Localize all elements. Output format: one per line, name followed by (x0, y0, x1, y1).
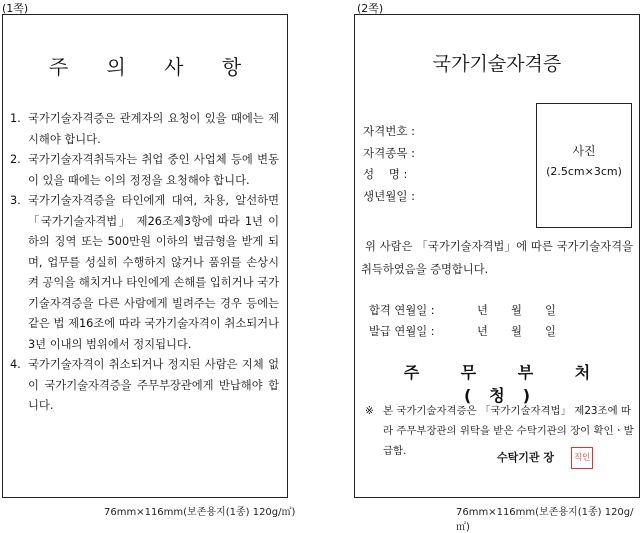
certificate-card (354, 14, 640, 498)
date-row-pass (369, 300, 579, 321)
field-name: 성 명 : (363, 167, 408, 181)
footnote-text: 본 국가기술자격증은 「국가기술자격법」 제23조에 따라 주무부장관의 위탁을 받은 수탁기관의 장이 확인ㆍ발급함. (383, 405, 634, 457)
date-label: 발급 연월일 : (369, 325, 435, 338)
signer-title: 수탁기관 장 (497, 451, 554, 464)
certification-text: 위 사람은 「국가기술자격법」에 따른 국가기술자격을 취득하였음을 증명합니다. (361, 240, 633, 276)
certificate-title: 국가기술자격증 (432, 53, 562, 75)
notice-card (2, 14, 288, 498)
page-label-2: (2쪽) (357, 2, 384, 15)
paper-spec-2: 76mm×116mm(보존용지(1종) 120g/㎡) (456, 507, 634, 533)
notice-text: 국가기술자격취득자는 취업 중인 사업체 등에 변동이 있을 때에는 이의 정정을 요청해야 합니다. (28, 153, 279, 187)
date-month: 월 (511, 325, 522, 338)
notice-title: 주 의 사 항 (48, 55, 258, 79)
notice-item (10, 150, 279, 191)
date-year: 년 (477, 325, 488, 338)
notice-list (10, 109, 279, 417)
date-year: 년 (477, 304, 488, 317)
date-month: 월 (511, 304, 522, 317)
date-label: 합격 연월일 : (369, 304, 435, 317)
issuing-authority: 주 무 부 처(청) (403, 363, 609, 405)
dates-block (369, 300, 579, 342)
notice-item (10, 109, 279, 150)
field-license-number: 자격번호 : (363, 124, 415, 138)
field-license-type: 자격종목 : (363, 145, 415, 160)
photo-label: 사진 (572, 144, 596, 158)
photo-box (536, 103, 632, 228)
date-row-issue (369, 321, 579, 342)
footnote-mark: ※ (365, 405, 374, 417)
notice-number: 2. (10, 153, 21, 166)
certificate-fields (363, 121, 415, 207)
official-seal: 직인 (571, 447, 593, 469)
date-day: 일 (545, 325, 556, 338)
field-birthdate: 생년월일 : (363, 188, 415, 203)
notice-item (10, 191, 279, 355)
notice-text: 국가기술자격이 취소되거나 정지된 사람은 지체 없이 국가기술자격증을 주무부장관에게 반납해야 합니다. (28, 358, 279, 412)
notice-number: 4. (10, 358, 21, 371)
notice-text: 국가기술자격증은 관계자의 요청이 있을 때에는 제시해야 합니다. (28, 112, 279, 146)
notice-item (10, 355, 279, 417)
photo-size: (2.5cm×3cm) (546, 165, 622, 178)
date-day: 일 (545, 304, 556, 317)
notice-text: 국가기술자격증을 타인에게 대여, 차용, 알선하면 「국가기술자격법」 제26조제3항에 따라 1년 이하의 징역 또는 500만원 이하의 벌금형을 받게 되며, 업무를 성실히 수행하지 않거나 품위를 손상시켜 공익을 해치거나 타인에게 손해를 입히거나 국가기술자격증을 다른 사람에게 빌려주는 경우 등에는 같은 법 제16조에 따라 국가기술자격이 취소되거나 3년 이내의 범위에서 정지됩니다. (28, 194, 279, 351)
page-label-1: (1쪽) (2, 2, 29, 15)
notice-number: 1. (10, 112, 21, 125)
paper-spec-1: 76mm×116mm(보존용지(1종) 120g/㎡) (104, 507, 296, 518)
notice-number: 3. (10, 194, 21, 207)
